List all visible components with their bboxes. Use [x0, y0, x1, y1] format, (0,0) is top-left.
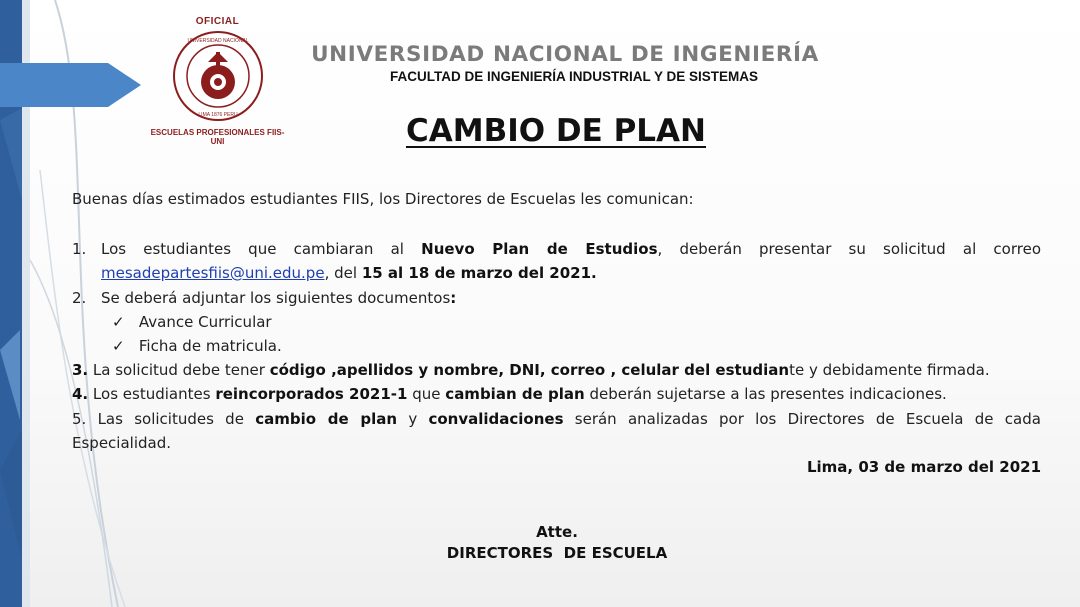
item1-dates: 15 al 18 de marzo del 2021.: [361, 264, 597, 282]
closing: [400, 523, 714, 541]
item5-cambio: cambio de plan: [255, 410, 398, 428]
item2-number: 2.: [72, 289, 87, 307]
item3-fields: código ,apellidos y nombre, DNI, correo , celular del estudian: [269, 361, 790, 379]
item5-text-a: Las solicitudes de: [97, 410, 244, 428]
item5-text-e: serán analizadas por los Directores de Escuela de cada: [574, 410, 1041, 428]
seal-icon: [172, 30, 264, 122]
item2-colon: :: [450, 289, 457, 307]
item1-number: 1.: [72, 240, 87, 258]
item4-text-e: deberán sujetarse a las presentes indicaciones.: [589, 385, 947, 403]
signature: [400, 544, 714, 562]
item4-number: 4.: [72, 385, 89, 403]
item1-text-a: Los estudiantes que cambiaran al: [101, 240, 404, 258]
date-line: [700, 458, 1041, 476]
item5-line1: [72, 410, 1041, 428]
item1-text-c: , deberán presentar su solicitud al correo: [657, 240, 1041, 258]
closing-text: Atte.: [536, 523, 578, 541]
item1-line1: [101, 240, 1041, 258]
item4-text-c: que: [412, 385, 441, 403]
doc-item: [112, 337, 282, 355]
university-name: UNIVERSIDAD NACIONAL DE INGENIERÍA: [311, 42, 819, 67]
item3-line: [72, 361, 990, 379]
doc-item: [112, 313, 272, 331]
svg-text:UNIVERSIDAD NACIONAL: UNIVERSIDAD NACIONAL: [187, 38, 249, 44]
item4-text-a: Los estudiantes: [92, 385, 211, 403]
item5-convalidaciones: convalidaciones: [428, 410, 564, 428]
logo-top-label: OFICIAL: [195, 16, 240, 27]
faculty-name: FACULTAD DE INGENIERÍA INDUSTRIAL Y DE SISTEMAS: [389, 69, 759, 84]
logo-bottom-label: ESCUELAS PROFESIONALES FIIS-UNI: [150, 128, 285, 146]
doc-label: Ficha de matricula.: [138, 337, 282, 355]
item4-line: [72, 385, 947, 403]
item2-line: [101, 289, 456, 307]
page-title: [0, 113, 1080, 149]
title-text: CAMBIO DE PLAN: [405, 113, 706, 149]
date-text: Lima, 03 de marzo del 2021: [806, 458, 1041, 476]
item3-text-c: te y debidamente firmada.: [789, 361, 990, 379]
check-icon: ✓: [112, 313, 125, 331]
check-icon: ✓: [112, 337, 125, 355]
item4-cambian: cambian de plan: [445, 385, 585, 403]
doc-label: Avance Curricular: [138, 313, 272, 331]
item2-text: Se deberá adjuntar los siguientes documentos: [101, 289, 451, 307]
email-link[interactable]: mesadepartesfiis@uni.edu.pe: [101, 264, 325, 282]
arrow-shape: [0, 63, 141, 107]
signature-text: DIRECTORES DE ESCUELA: [446, 544, 668, 562]
item5-text-c: y: [408, 410, 418, 428]
item1-text-d: , del: [324, 264, 358, 282]
item1-line2: [101, 264, 597, 282]
item5-line2: Especialidad.: [72, 434, 171, 452]
item1-plan: Nuevo Plan de Estudios: [421, 240, 658, 258]
item3-text-a: La solicitud debe tener: [92, 361, 265, 379]
item3-number: 3.: [72, 361, 89, 379]
intro-text: Buenas días estimados estudiantes FIIS, los Directores de Escuelas les comunican:: [72, 190, 694, 208]
item4-reincorporados: reincorporados 2021-1: [215, 385, 408, 403]
item5-number: 5.: [72, 410, 87, 428]
svg-text:LIMA 1876 PERU: LIMA 1876 PERU: [198, 112, 238, 118]
